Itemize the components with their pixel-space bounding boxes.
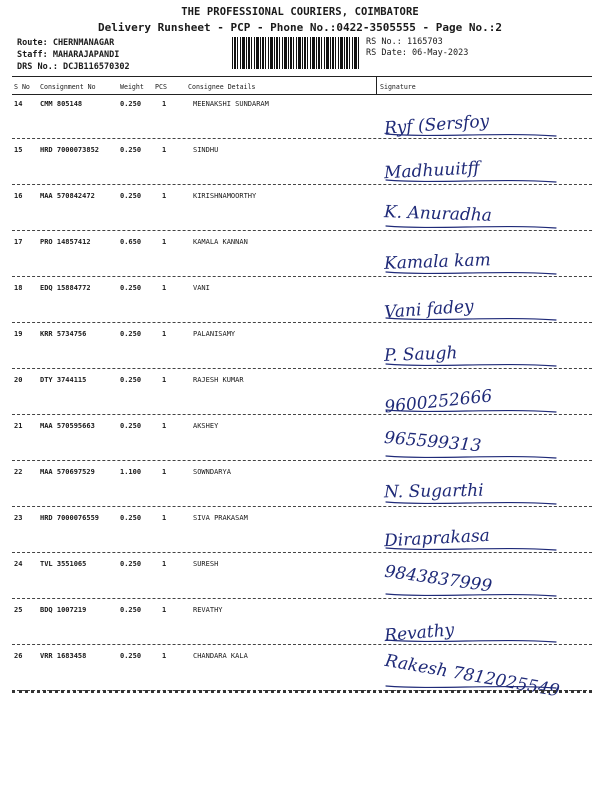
row-weight: 0.250 bbox=[120, 422, 142, 430]
row-pcs: 1 bbox=[162, 468, 167, 476]
signature-column-divider bbox=[376, 76, 377, 94]
row-consignment-no: HRD 7000073852 bbox=[40, 146, 100, 154]
row-separator bbox=[12, 506, 592, 507]
row-consignment-no: KRR 5734756 bbox=[40, 330, 87, 338]
row-sno: 24 bbox=[14, 560, 23, 568]
signature-handwriting bbox=[376, 148, 586, 188]
row-pcs: 1 bbox=[162, 146, 167, 154]
column-header-sno: S No bbox=[14, 83, 30, 91]
row-consignment-no: MAA 570842472 bbox=[40, 192, 95, 200]
signature-text: P. Saugh bbox=[383, 343, 458, 366]
table-header-rule bbox=[12, 94, 592, 95]
signature-handwriting bbox=[376, 650, 586, 702]
rs-number: RS No.: 1165703 bbox=[366, 37, 443, 47]
row-weight: 0.250 bbox=[120, 652, 142, 660]
row-consignment-no: TVL 3551065 bbox=[40, 560, 87, 568]
signature-handwriting bbox=[376, 516, 586, 556]
signature-handwriting bbox=[376, 470, 586, 510]
route-label: Route: CHERNMANAGAR bbox=[17, 38, 115, 48]
signature-handwriting bbox=[376, 424, 586, 464]
signature-underline bbox=[386, 456, 556, 458]
row-pcs: 1 bbox=[162, 100, 167, 108]
signature-handwriting bbox=[376, 562, 586, 602]
signature-text: Rakesh 7812025549 bbox=[383, 650, 562, 702]
signature-underline bbox=[386, 502, 556, 504]
row-consignment-no: MAA 570697529 bbox=[40, 468, 95, 476]
row-weight: 0.250 bbox=[120, 146, 142, 154]
row-weight: 0.250 bbox=[120, 330, 142, 338]
row-consignee-name: SINDHU bbox=[193, 146, 219, 154]
row-separator bbox=[12, 138, 592, 139]
row-weight: 1.100 bbox=[120, 468, 142, 476]
row-sno: 26 bbox=[14, 652, 23, 660]
signature-text: 9843837999 bbox=[383, 561, 494, 597]
footer-perforation bbox=[12, 690, 592, 693]
signature-text: Diraprakasa bbox=[383, 525, 491, 552]
row-sno: 20 bbox=[14, 376, 23, 384]
rs-date: RS Date: 06-May-2023 bbox=[366, 48, 469, 58]
row-pcs: 1 bbox=[162, 192, 167, 200]
row-weight: 0.650 bbox=[120, 238, 142, 246]
row-consignee-name: KAMALA KANNAN bbox=[193, 238, 248, 246]
signature-handwriting bbox=[376, 332, 586, 372]
row-pcs: 1 bbox=[162, 652, 167, 660]
row-separator bbox=[12, 644, 592, 645]
row-consignee-name: AKSHEY bbox=[193, 422, 219, 430]
row-sno: 15 bbox=[14, 146, 23, 154]
row-consignment-no: EDQ 15884772 bbox=[40, 284, 91, 292]
row-weight: 0.250 bbox=[120, 606, 142, 614]
row-weight: 0.250 bbox=[120, 560, 142, 568]
company-title: THE PROFESSIONAL COURIERS, COIMBATORE bbox=[181, 6, 419, 18]
signature-text: 9600252666 bbox=[383, 386, 494, 418]
row-consignment-no: PRO 14857412 bbox=[40, 238, 91, 246]
row-pcs: 1 bbox=[162, 514, 167, 522]
row-separator bbox=[12, 598, 592, 599]
row-pcs: 1 bbox=[162, 376, 167, 384]
row-sno: 25 bbox=[14, 606, 23, 614]
signature-text: Madhuuitff bbox=[383, 158, 481, 184]
row-consignment-no: DTY 3744115 bbox=[40, 376, 87, 384]
row-separator bbox=[12, 552, 592, 553]
row-separator bbox=[12, 230, 592, 231]
row-weight: 0.250 bbox=[120, 376, 142, 384]
row-consignee-name: REVATHY bbox=[193, 606, 223, 614]
row-weight: 0.250 bbox=[120, 514, 142, 522]
drs-number: DRS No.: DCJB116570302 bbox=[17, 62, 130, 72]
row-pcs: 1 bbox=[162, 422, 167, 430]
row-consignee-name: VANI bbox=[193, 284, 210, 292]
signature-handwriting bbox=[376, 378, 586, 418]
row-separator bbox=[12, 184, 592, 185]
column-header-consignee: Consignee Details bbox=[188, 83, 256, 91]
signature-text: N. Sugarthi bbox=[383, 480, 484, 503]
signature-handwriting bbox=[376, 286, 586, 326]
runsheet-subtitle: Delivery Runsheet - PCP - Phone No.:0422-3505555 - Page No.:2 bbox=[98, 21, 502, 34]
staff-label: Staff: MAHARAJAPANDI bbox=[17, 50, 120, 60]
signature-handwriting bbox=[376, 608, 586, 648]
row-consignment-no: BDQ 1007219 bbox=[40, 606, 87, 614]
row-sno: 14 bbox=[14, 100, 23, 108]
row-pcs: 1 bbox=[162, 330, 167, 338]
row-weight: 0.250 bbox=[120, 192, 142, 200]
signature-text: Ryf (Sersfoy bbox=[383, 111, 490, 139]
row-consignee-name: CHANDARA KALA bbox=[193, 652, 248, 660]
row-sno: 18 bbox=[14, 284, 23, 292]
row-consignee-name: KIRISHNAMOORTHY bbox=[193, 192, 257, 200]
table-top-rule bbox=[12, 76, 592, 77]
column-header-weight: Weight bbox=[120, 83, 144, 91]
signature-text: Kamala kam bbox=[383, 250, 491, 274]
row-consignee-name: SURESH bbox=[193, 560, 219, 568]
signature-text: 965599313 bbox=[383, 427, 483, 457]
column-header-signature: Signature bbox=[380, 83, 416, 91]
signature-underline bbox=[386, 594, 556, 596]
row-separator bbox=[12, 414, 592, 415]
row-consignee-name: SIVA PRAKASAM bbox=[193, 514, 248, 522]
signature-handwriting bbox=[376, 102, 586, 142]
row-consignment-no: HRD 7000076559 bbox=[40, 514, 100, 522]
signature-handwriting bbox=[376, 240, 586, 280]
row-sno: 22 bbox=[14, 468, 23, 476]
row-pcs: 1 bbox=[162, 606, 167, 614]
barcode-image bbox=[232, 37, 360, 69]
signature-text: Vani fadey bbox=[383, 296, 475, 323]
row-weight: 0.250 bbox=[120, 100, 142, 108]
row-separator bbox=[12, 276, 592, 277]
row-sno: 23 bbox=[14, 514, 23, 522]
row-sno: 19 bbox=[14, 330, 23, 338]
row-pcs: 1 bbox=[162, 284, 167, 292]
row-separator bbox=[12, 322, 592, 323]
row-sno: 17 bbox=[14, 238, 23, 246]
signature-text: Revathy bbox=[383, 620, 455, 647]
row-pcs: 1 bbox=[162, 560, 167, 568]
row-consignee-name: RAJESH KUMAR bbox=[193, 376, 244, 384]
row-consignment-no: MAA 570595663 bbox=[40, 422, 95, 430]
row-sno: 16 bbox=[14, 192, 23, 200]
row-consignment-no: VRR 1683458 bbox=[40, 652, 87, 660]
row-separator bbox=[12, 460, 592, 461]
row-consignee-name: PALANISAMY bbox=[193, 330, 236, 338]
signature-handwriting bbox=[376, 194, 586, 234]
row-separator bbox=[12, 368, 592, 369]
row-sno: 21 bbox=[14, 422, 23, 430]
signature-underline bbox=[386, 226, 556, 228]
row-consignee-name: SOWNDARYA bbox=[193, 468, 231, 476]
row-consignment-no: CMM 805148 bbox=[40, 100, 83, 108]
row-consignee-name: MEENAKSHI SUNDARAM bbox=[193, 100, 269, 108]
signature-text: K. Anuradha bbox=[383, 202, 493, 226]
column-header-pcs: PCS bbox=[155, 83, 167, 91]
row-pcs: 1 bbox=[162, 238, 167, 246]
column-header-consignment: Consignment No bbox=[40, 83, 96, 91]
row-weight: 0.250 bbox=[120, 284, 142, 292]
